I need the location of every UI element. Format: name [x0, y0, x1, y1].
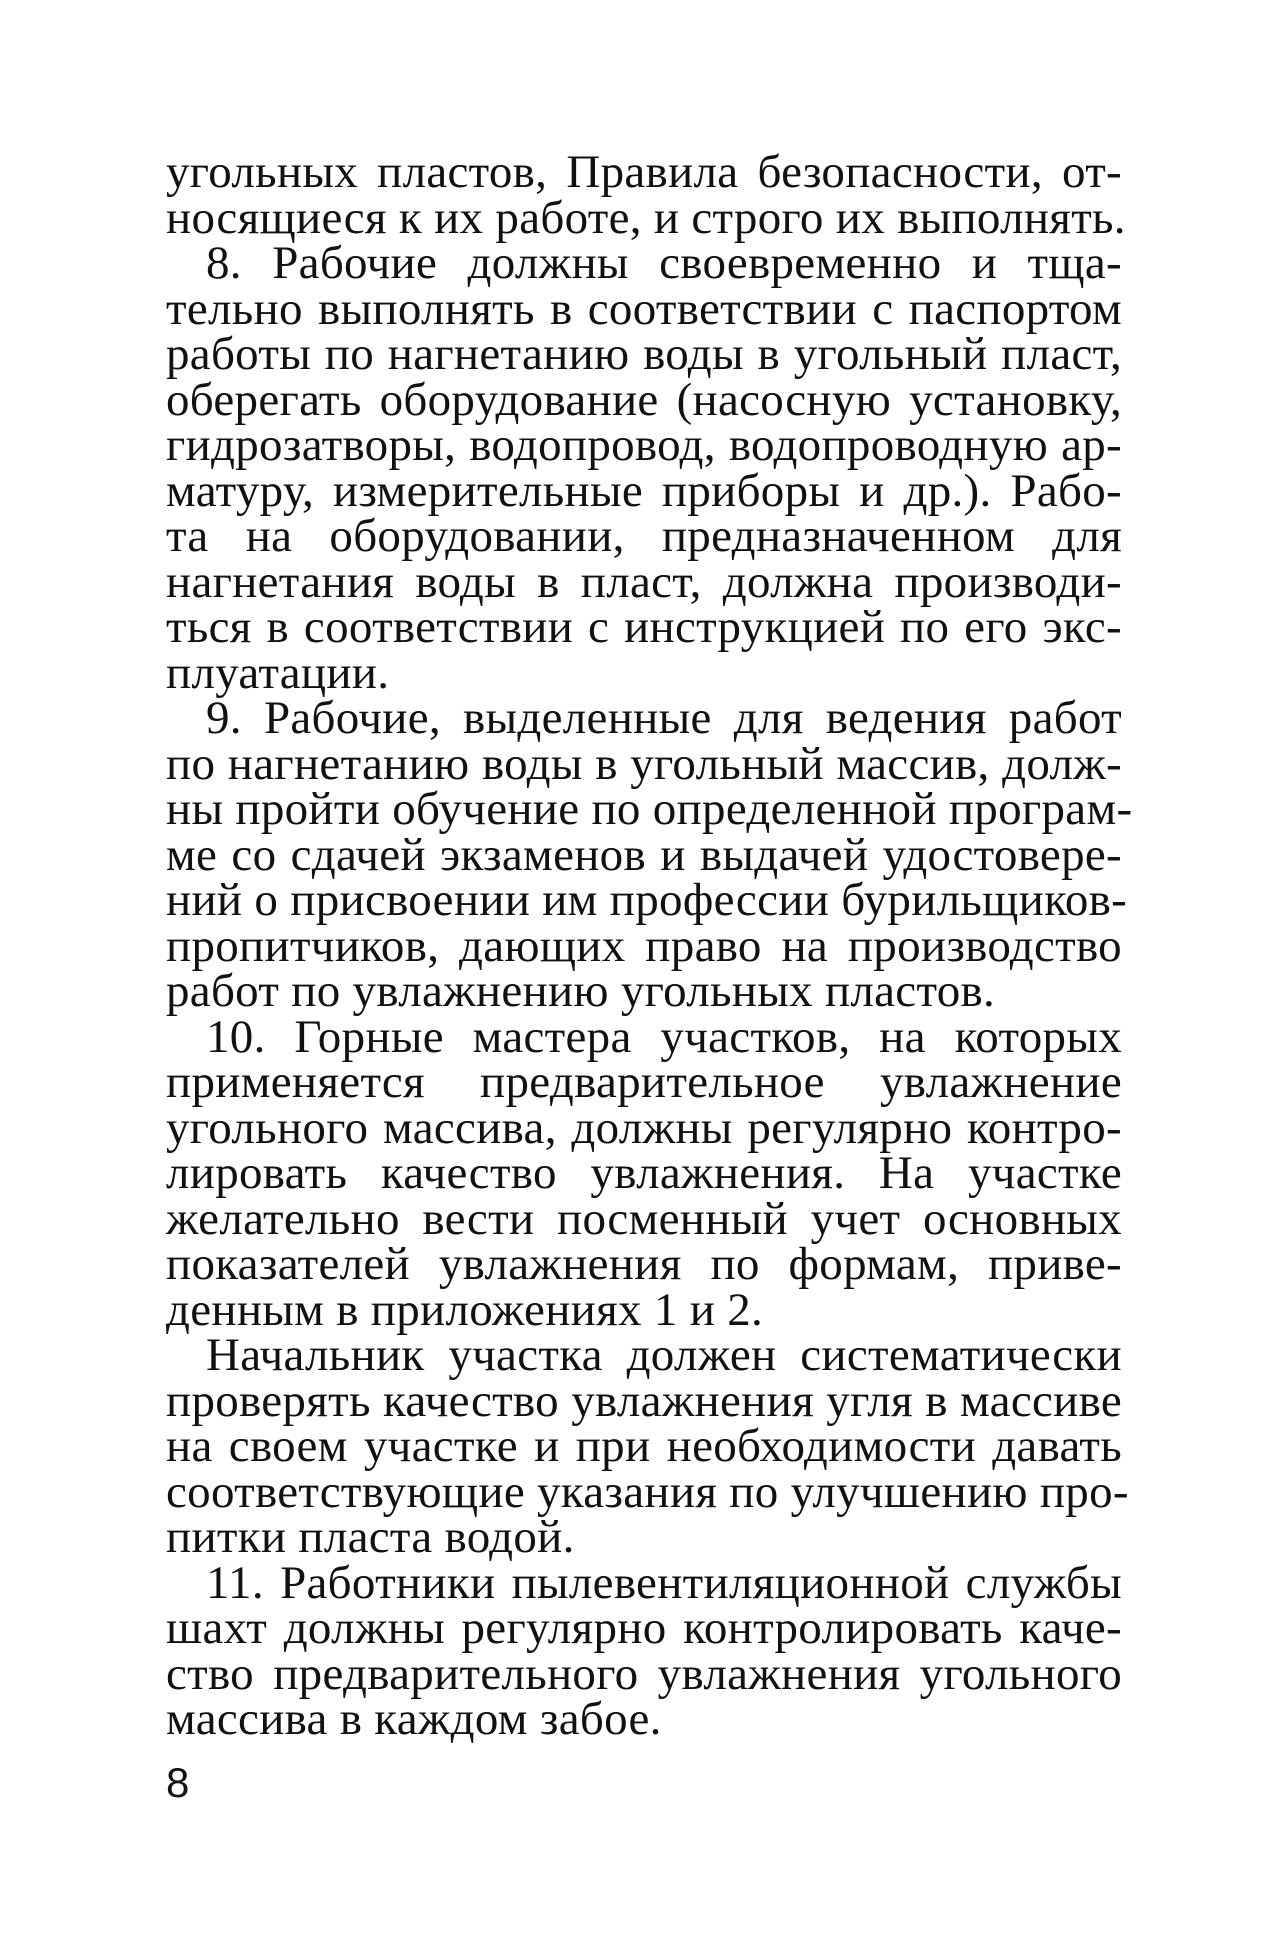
text-line: плуатации. [166, 646, 390, 699]
text-line: ний о присвоении им профессии бурильщиков- [166, 874, 1128, 926]
text-line: применяется предварительное увлажнение [166, 1056, 1122, 1108]
paragraph-continuation [166, 146, 1126, 244]
text-line: работ по увлажнению угольных пластов. [166, 965, 996, 1017]
text-line: оберегать оборудование (насосную установку, [166, 373, 1122, 426]
text-line: угольного массива, должны регулярно контро- [166, 1101, 1122, 1154]
text-line: та на оборудовании, предназначенном для [166, 510, 1122, 562]
text-line: питки пласта водой. [166, 1511, 575, 1563]
text-line: носящиеся к их работе, и строго их выполнять. [166, 191, 1126, 244]
text-line: ться в соответствии с инструкцией по его экс- [166, 601, 1122, 653]
text-line: гидрозатворы, водопровод, водопроводную ар- [166, 419, 1122, 471]
text-line: работы по нагнетанию воды в угольный пласт, [166, 328, 1122, 380]
text-line: тельно выполнять в соответствии с паспортом [166, 282, 1122, 335]
paragraph-item-10-continuation [166, 1329, 1129, 1563]
text-line: Начальник участка должен систематически [206, 1329, 1122, 1381]
text-line: 9. Рабочие, выделенные для ведения работ [206, 692, 1122, 744]
text-line: на своем участке и при необходимости давать [166, 1420, 1122, 1472]
text-line: соответствующие указания по улучшению про- [166, 1465, 1129, 1518]
text-line: ство предварительного увлажнения угольного [166, 1647, 1122, 1700]
text-line: массива в каждом забое. [166, 1693, 662, 1745]
text-line: матуру, измерительные приборы и др.). Рабо- [166, 464, 1122, 517]
text-line: ме со сдачей экзаменов и выдачей удостовере- [166, 828, 1122, 881]
text-line: 8. Рабочие должны своевременно и тща- [206, 237, 1122, 289]
paragraph-item-10 [166, 1010, 1122, 1336]
paragraph-item-9 [166, 692, 1133, 1017]
text-line: желательно вести посменный учет основных [166, 1192, 1122, 1245]
paragraph-item-11 [166, 1556, 1122, 1745]
text-line: нагнетания воды в пласт, должна производи- [166, 555, 1122, 608]
text-line: лировать качество увлажнения. На участке [166, 1147, 1122, 1199]
text-line: шахт должны регулярно контролировать каче- [166, 1602, 1122, 1654]
text-line: по нагнетанию воды в угольный массив, долж- [166, 737, 1122, 790]
body-text [166, 146, 1133, 1745]
text-line: пропитчиков, дающих право на производство [166, 919, 1122, 972]
text-line: 10. Горные мастера участков, на которых [206, 1010, 1122, 1063]
page-number: 8 [166, 1759, 190, 1806]
text-line: проверять качество увлажнения угля в массиве [166, 1374, 1122, 1427]
text-line: ны пройти обучение по определенной програм- [166, 783, 1133, 835]
text-line: угольных пластов, Правила безопасности, от- [166, 146, 1122, 198]
paragraph-item-8 [166, 237, 1122, 699]
text-line: денным в приложениях 1 и 2. [166, 1283, 764, 1336]
text-line: 11. Работники пылевентиляционной службы [206, 1556, 1122, 1609]
text-line: показателей увлажнения по формам, приве- [166, 1238, 1122, 1290]
